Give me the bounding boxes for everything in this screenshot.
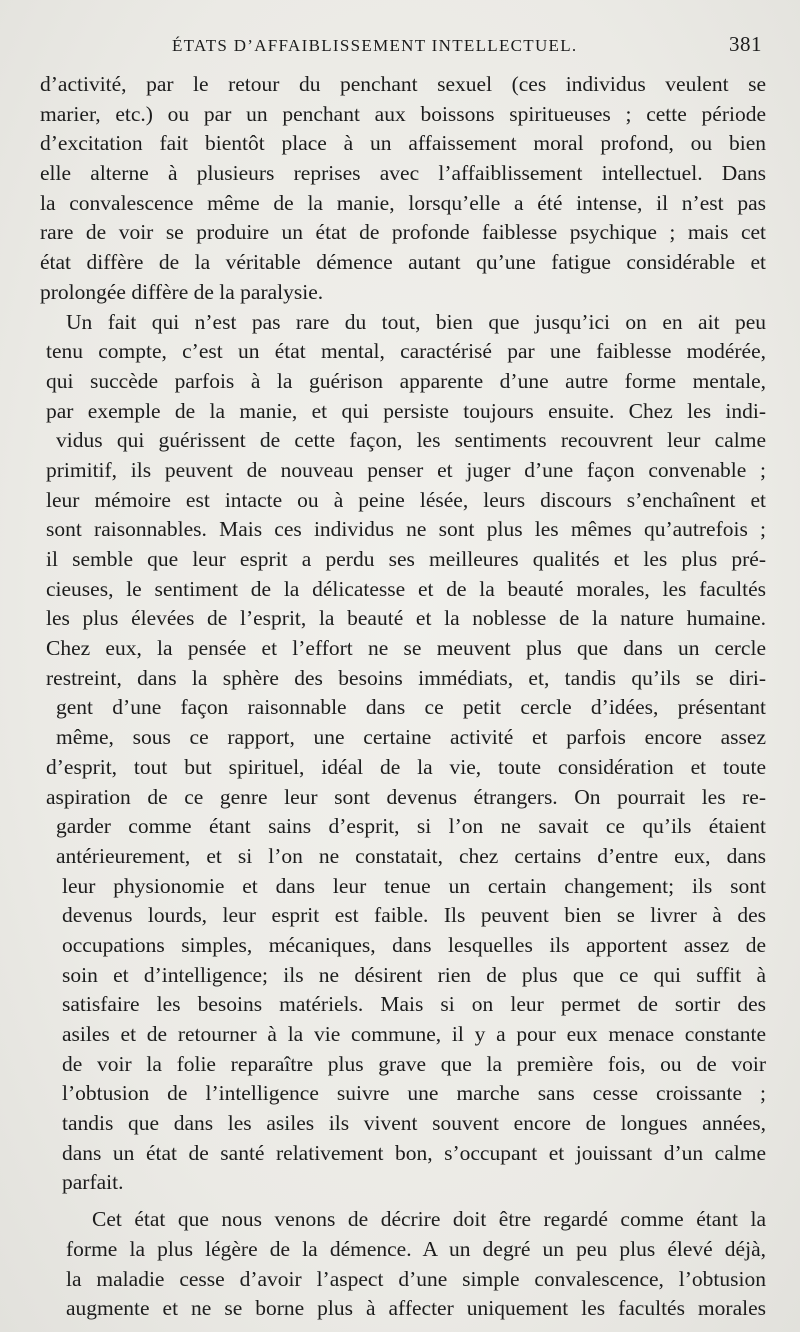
text-line: primitif, ils peuvent de nouveau penser et juger d’une façon convenable ;	[46, 457, 766, 482]
text-line: devenus lourds, leur esprit est faible. Ils peuvent bien se livrer à des	[62, 903, 766, 928]
text-line: même, sous ce rapport, une certaine activité et parfois encore assez	[56, 725, 766, 750]
text-line: tandis que dans les asiles ils vivent souvent encore de longues années,	[62, 1111, 766, 1136]
text-line: vidus qui guérissent de cette façon, les sentiments recouvrent leur calme	[56, 428, 766, 453]
text-line: soin et d’intelligence; ils ne désirent rien de plus que ce qui suffit à	[62, 962, 766, 987]
text-line: restreint, dans la sphère des besoins immédiats, et, tandis qu’ils se diri-	[46, 665, 766, 690]
text-line: état diffère de la véritable démence autant qu’une fatigue considérable et	[40, 250, 766, 275]
text-line: gent d’une façon raisonnable dans ce petit cercle d’idées, présentant	[56, 695, 766, 720]
body-text	[40, 70, 766, 1324]
paragraph-3	[40, 1205, 766, 1324]
page-number: 381	[729, 32, 762, 56]
text-line: prolongée diffère de la paralysie.	[40, 279, 324, 304]
text-line: qui succède parfois à la guérison apparente d’une autre forme mentale,	[46, 368, 766, 393]
text-line: cieuses, le sentiment de la délicatesse et de la beauté morales, les facultés	[46, 576, 766, 601]
text-line: forme la plus légère de la démence. A un degré un peu plus élevé déjà,	[66, 1236, 766, 1261]
text-line: par exemple de la manie, et qui persiste toujours ensuite. Chez les indi-	[46, 398, 766, 423]
text-line: augmente et ne se borne plus à affecter uniquement les facultés morales	[66, 1296, 766, 1321]
text-line: l’obtusion de l’intelligence suivre une marche sans cesse croissante ;	[62, 1081, 766, 1106]
text-line: marier, etc.) ou par un penchant aux boissons spiritueuses ; cette période	[40, 101, 766, 126]
paragraph-2	[40, 308, 766, 1199]
text-line: les plus élevées de l’esprit, la beauté et la noblesse de la nature humaine.	[46, 606, 766, 631]
text-line: leur physionomie et dans leur tenue un certain changement; ils sont	[62, 873, 766, 898]
text-line: d’esprit, tout but spirituel, idéal de la vie, toute considération et toute	[46, 754, 766, 779]
text-line: sont raisonnables. Mais ces individus ne sont plus les mêmes qu’autrefois ;	[46, 517, 766, 542]
text-line: elle alterne à plusieurs reprises avec l’affaiblissement intellectuel. Dans	[40, 161, 766, 186]
paragraph-gap	[40, 1198, 766, 1205]
text-line: Cet état que nous venons de décrire doit être regardé comme étant la	[92, 1207, 766, 1232]
text-line: la maladie cesse d’avoir l’aspect d’une simple convalescence, l’obtusion	[66, 1266, 766, 1291]
text-line: asiles et de retourner à la vie commune, il y a pour eux menace constante	[62, 1022, 766, 1046]
text-line: garder comme étant sains d’esprit, si l’on ne savait ce qu’ils étaient	[56, 814, 766, 839]
paragraph-1	[40, 70, 766, 308]
text-line: de voir la folie reparaître plus grave que la première fois, ou de voir	[62, 1051, 766, 1076]
text-line: antérieurement, et si l’on ne constatait, chez certains d’entre eux, dans	[56, 843, 766, 868]
text-line: satisfaire les besoins matériels. Mais si on leur permet de sortir des	[62, 992, 766, 1017]
text-line: il semble que leur esprit a perdu ses meilleures qualités et les plus pré-	[46, 547, 766, 571]
text-line: d’excitation fait bientôt place à un affaissement moral profond, ou bien	[40, 131, 766, 156]
text-line: d’activité, par le retour du penchant sexuel (ces individus veulent se	[40, 72, 766, 96]
text-line: Chez eux, la pensée et l’effort ne se meuvent plus que dans un cercle	[46, 636, 766, 661]
text-line: Un fait qui n’est pas rare du tout, bien que jusqu’ici on en ait peu	[66, 309, 766, 334]
running-title: ÉTATS D’AFFAIBLISSEMENT INTELLECTUEL.	[172, 36, 578, 55]
text-line: aspiration de ce genre leur sont devenus étrangers. On pourrait les re-	[46, 784, 766, 809]
text-line: occupations simples, mécaniques, dans lesquelles ils apportent assez de	[62, 932, 766, 957]
text-line: parfait.	[62, 1170, 124, 1195]
text-line: tenu compte, c’est un état mental, caractérisé par une faiblesse modérée,	[46, 339, 766, 364]
text-line: la convalescence même de la manie, lorsqu’elle a été intense, il n’est pas	[40, 190, 766, 215]
text-line: rare de voir se produire un état de profonde faiblesse psychique ; mais cet	[40, 220, 766, 245]
text-line: dans un état de santé relativement bon, s’occupant et jouissant d’un calme	[62, 1140, 766, 1165]
text-line: leur mémoire est intacte ou à peine lésée, leurs discours s’enchaînent et	[46, 487, 766, 512]
running-head	[40, 32, 764, 62]
